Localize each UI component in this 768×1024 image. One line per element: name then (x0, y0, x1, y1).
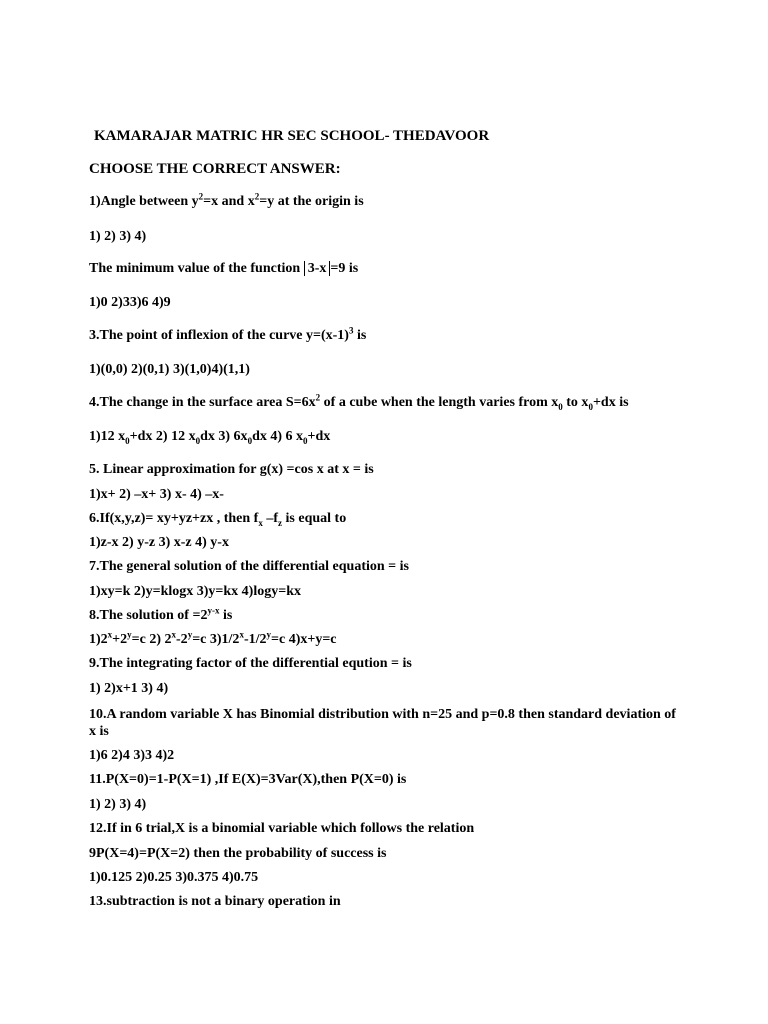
question-13: 13.subtraction is not a binary operation in (89, 894, 341, 909)
options-12: 1)0.125 2)0.25 3)0.375 4)0.75 (89, 870, 259, 885)
options-10: 1)6 2)4 3)3 4)2 (89, 748, 175, 763)
question-2: The minimum value of the function 3-x =9 is (89, 261, 359, 276)
section-heading: CHOOSE THE CORRECT ANSWER: (89, 161, 341, 177)
question-8: 8.The solution of $=2^{y-x}$ is (89, 605, 233, 623)
options-4: 1)12 $x_0+dx$ 2) 12 $x_0dx$ 3) $6x_0dx$ 4) 6 $x_0+dx$ (89, 429, 331, 446)
question-5: 5. Linear approximation for g(x) =cos x at x = is (89, 462, 374, 477)
options-9: 1) 2)x+1 3) 4) (89, 681, 169, 696)
school-title: KAMARAJAR MATRIC HR SEC SCHOOL- THEDAVOOR (94, 128, 490, 144)
question-12-line-1: 12.If in 6 trial,X is a binomial variable which follows the relation (89, 821, 475, 836)
question-12-line-2: 9P(X=4)=P(X=2) then the probability of success is (89, 846, 387, 861)
options-2: 1)0 2)33)6 4)9 (89, 295, 171, 310)
question-10: 10.A random variable X has Binomial distribution with n=25 and p=0.8 then standard deviation of x is (89, 707, 676, 739)
question-6: 6.If(x,y,z)= xy+yz+zx , then $f_x$ $-f_z$ is equal to (89, 511, 347, 528)
question-11: 11.P(X=0)=1-P(X=1) ,If E(X)=3Var(X),then P(X=0) is (89, 772, 407, 787)
question-4: 4.The change in the surface area $S=6x^2$ of a cube when the length varies from $x_0$ to $x_0+dx$ is (89, 392, 629, 412)
question-7: 7.The general solution of the differential equation = is (89, 559, 409, 574)
options-6: 1)z-x 2) y-z 3) x-z 4) y-x (89, 535, 229, 550)
options-1: 1) 2) 3) 4) (89, 229, 147, 244)
options-7: 1)xy=k 2)y=klogx 3)y=kx 4)logy=kx (89, 584, 301, 599)
options-8: $1)2^x+2^y=c$ 2) $2^x-2^y=c$ $3)1/2^x-1/2^y=c$ 4)x+y=c (89, 629, 337, 647)
question-3: 3.The point of inflexion of the curve $y=(x-1)^3$ is (89, 325, 367, 343)
question-1: 1)Angle between $y^2=x$ and $x^2=y$ at the origin is (89, 191, 364, 209)
options-11: 1) 2) 3) 4) (89, 797, 147, 812)
question-9: 9.The integrating factor of the differential eqution = is (89, 656, 412, 671)
options-3: 1)(0,0) 2)(0,1) 3)(1,0)4)(1,1) (89, 362, 250, 377)
options-5: 1)x+ 2) –x+ 3) x- 4) –x- (89, 487, 224, 502)
